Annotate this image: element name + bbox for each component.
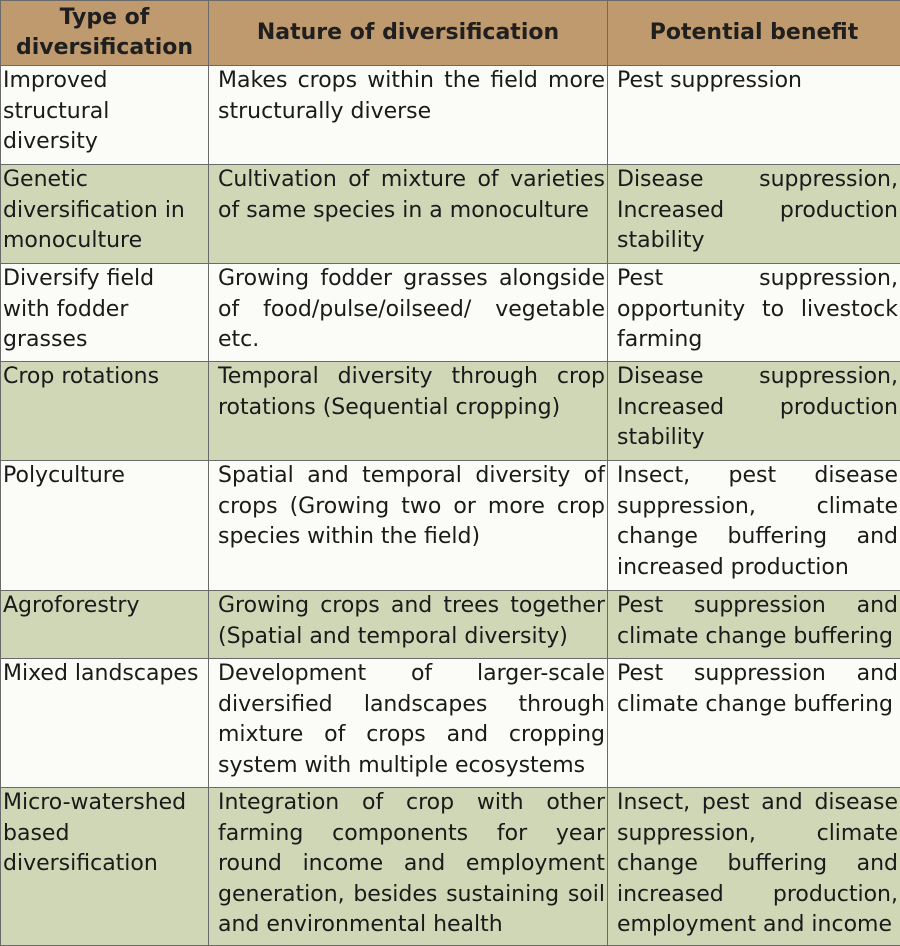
header-benefit: Potential benefit [608, 1, 900, 66]
benefit-cell: Insect, pest and disease suppression, climate change buffering and increased production, employment and income [608, 788, 900, 946]
table-row [1, 659, 900, 788]
header-row [1, 1, 900, 66]
table-row [1, 362, 900, 461]
header-nature: Nature of diversification [209, 1, 608, 66]
nature-cell: Growing fodder grasses alongside of food/pulse/oilseed/ vegetable etc. [209, 264, 608, 362]
type-cell: Micro-watershed based diversification [1, 788, 209, 946]
nature-cell: Spatial and temporal diversity of crops (Growing two or more crop species within the field) [209, 461, 608, 591]
table-row [1, 461, 900, 591]
nature-cell: Integration of crop with other farming components for year round income and employment generation, besides sustaining soil and environmental health [209, 788, 608, 946]
nature-cell: Makes crops within the field more structurally diverse [209, 66, 608, 165]
type-cell: Diversify field with fodder grasses [1, 264, 209, 362]
table-row [1, 165, 900, 264]
nature-cell: Temporal diversity through crop rotations (Sequential cropping) [209, 362, 608, 461]
type-cell: Agroforestry [1, 591, 209, 659]
type-cell: Mixed landscapes [1, 659, 209, 788]
benefit-cell: Disease suppression, Increased production stability [608, 165, 900, 264]
benefit-cell: Pest suppression, opportunity to livestock farming [608, 264, 900, 362]
table-row [1, 264, 900, 362]
benefit-cell: Pest suppression [608, 66, 900, 165]
nature-cell: Cultivation of mixture of varieties of same species in a monoculture [209, 165, 608, 264]
nature-cell: Development of larger-scale diversified landscapes through mixture of crops and cropping system with multiple ecosystems [209, 659, 608, 788]
benefit-cell: Pest suppression and climate change buffering [608, 591, 900, 659]
type-cell: Crop rotations [1, 362, 209, 461]
benefit-cell: Disease suppression, Increased production stability [608, 362, 900, 461]
table-row [1, 591, 900, 659]
header-type: Type of diversification [1, 1, 209, 66]
table-row [1, 66, 900, 165]
type-cell: Improved structural diversity [1, 66, 209, 165]
benefit-cell: Pest suppression and climate change buffering [608, 659, 900, 788]
type-cell: Genetic diversification in monoculture [1, 165, 209, 264]
type-cell: Polyculture [1, 461, 209, 591]
table-row [1, 788, 900, 946]
benefit-cell: Insect, pest disease suppression, climate change buffering and increased production [608, 461, 900, 591]
nature-cell: Growing crops and trees together (Spatial and temporal diversity) [209, 591, 608, 659]
